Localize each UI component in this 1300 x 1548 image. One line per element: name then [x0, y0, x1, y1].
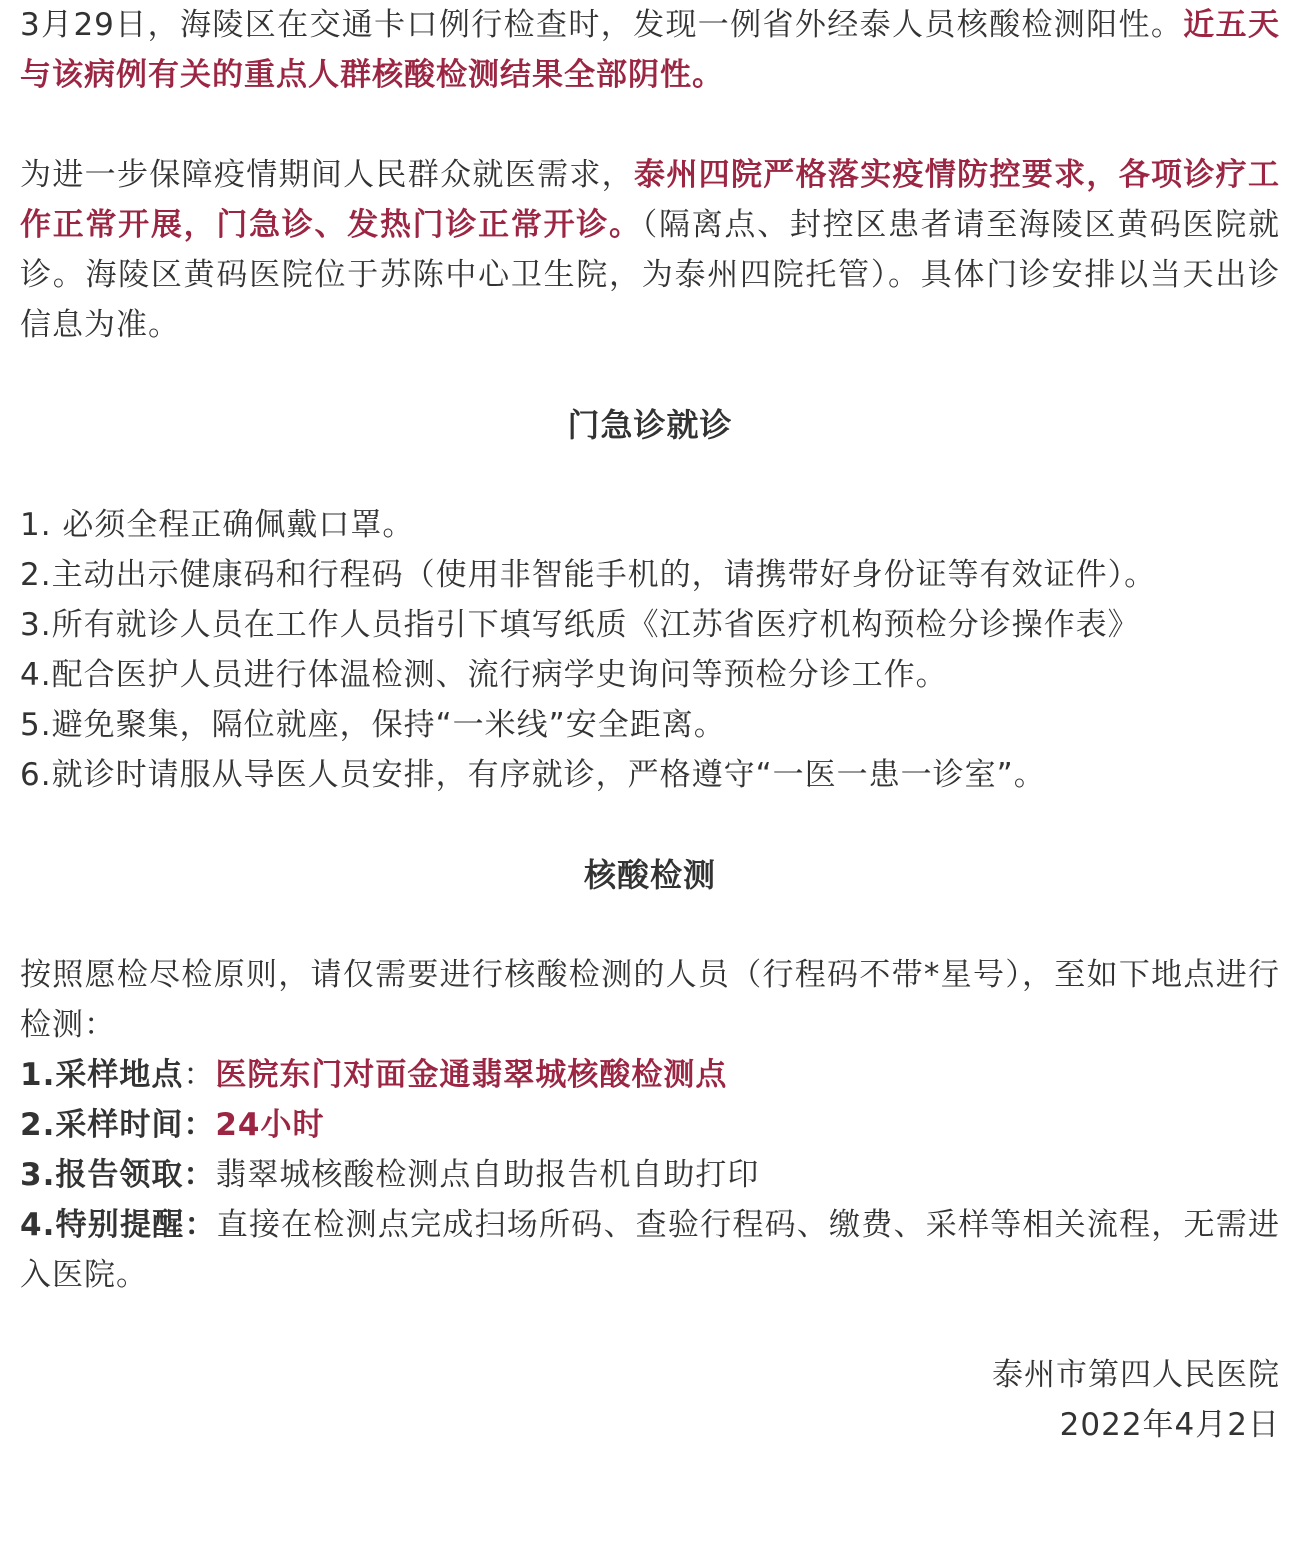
- intro-text: （隔离点、封控区患者请至海陵区黄码医院就诊。海陵区黄码医院位于苏陈中心卫生院，为泰州四院托管）。具体门诊安排以当天出诊信息为准。: [20, 207, 1280, 343]
- list-item: [20, 1050, 1280, 1100]
- item-value: 24小时: [215, 1107, 325, 1143]
- spacer: [20, 100, 1280, 150]
- spacer: [20, 450, 1280, 500]
- list-item: [20, 1150, 1280, 1200]
- list-item: 5.避免聚集，隔位就座，保持“一米线”安全距离。: [20, 707, 726, 743]
- list-item: [20, 1200, 1280, 1300]
- intro-paragraph-2: [20, 150, 1280, 350]
- intro-paragraph-1: [20, 0, 1280, 100]
- item-value: 翡翠城核酸检测点自助报告机自助打印: [215, 1157, 760, 1193]
- item-label: 4.特别提醒：: [20, 1207, 217, 1243]
- item-value: 医院东门对面金通翡翠城核酸检测点: [215, 1057, 728, 1093]
- item-separator: ：: [183, 1057, 216, 1093]
- list-item: 1. 必须全程正确佩戴口罩。: [20, 507, 415, 543]
- item-label: 2.采样时间：: [20, 1107, 216, 1143]
- spacer: [20, 800, 1280, 850]
- outpatient-list: [20, 500, 1280, 800]
- signature-date: 2022年4月2日: [1059, 1407, 1280, 1443]
- intro-text: 为进一步保障疫情期间人民群众就医需求，: [20, 157, 634, 193]
- intro-highlight: 泰州四院严格落实疫情防控要求，各项诊疗工作正常开展，门急诊、发热门诊正常开诊。: [20, 157, 1280, 243]
- spacer: [20, 350, 1280, 400]
- item-label: 3.报告领取：: [20, 1157, 216, 1193]
- intro-text: 3月29日，海陵区在交通卡口例行检查时，发现一例省外经泰人员核酸检测阳性。: [20, 7, 1184, 43]
- intro-highlight: 近五天与该病例有关的重点人群核酸检测结果全部阴性。: [20, 7, 1281, 93]
- section-title-outpatient: 门急诊就诊: [567, 406, 733, 444]
- nucleic-intro: 按照愿检尽检原则，请仅需要进行核酸检测的人员（行程码不带*星号），至如下地点进行检测：: [20, 957, 1280, 1043]
- list-item: 6.就诊时请服从导医人员安排，有序就诊，严格遵守“一医一患一诊室”。: [20, 757, 1046, 793]
- item-value: 直接在检测点完成扫场所码、查验行程码、缴费、采样等相关流程，无需进入医院。: [20, 1207, 1280, 1293]
- spacer: [20, 900, 1280, 950]
- list-item: 4.配合医护人员进行体温检测、流行病学史询问等预检分诊工作。: [20, 657, 948, 693]
- section-title-nucleic: 核酸检测: [583, 856, 716, 894]
- item-label: 1.采样地点: [20, 1057, 184, 1093]
- nucleic-list: [20, 1050, 1280, 1300]
- spacer: [20, 1300, 1280, 1350]
- list-item: [20, 1100, 1280, 1150]
- list-item: 2.主动出示健康码和行程码（使用非智能手机的，请携带好身份证等有效证件）。: [20, 557, 1157, 593]
- list-item: 3.所有就诊人员在工作人员指引下填写纸质《江苏省医疗机构预检分诊操作表》: [20, 607, 1140, 643]
- signature-org: 泰州市第四人民医院: [992, 1357, 1280, 1393]
